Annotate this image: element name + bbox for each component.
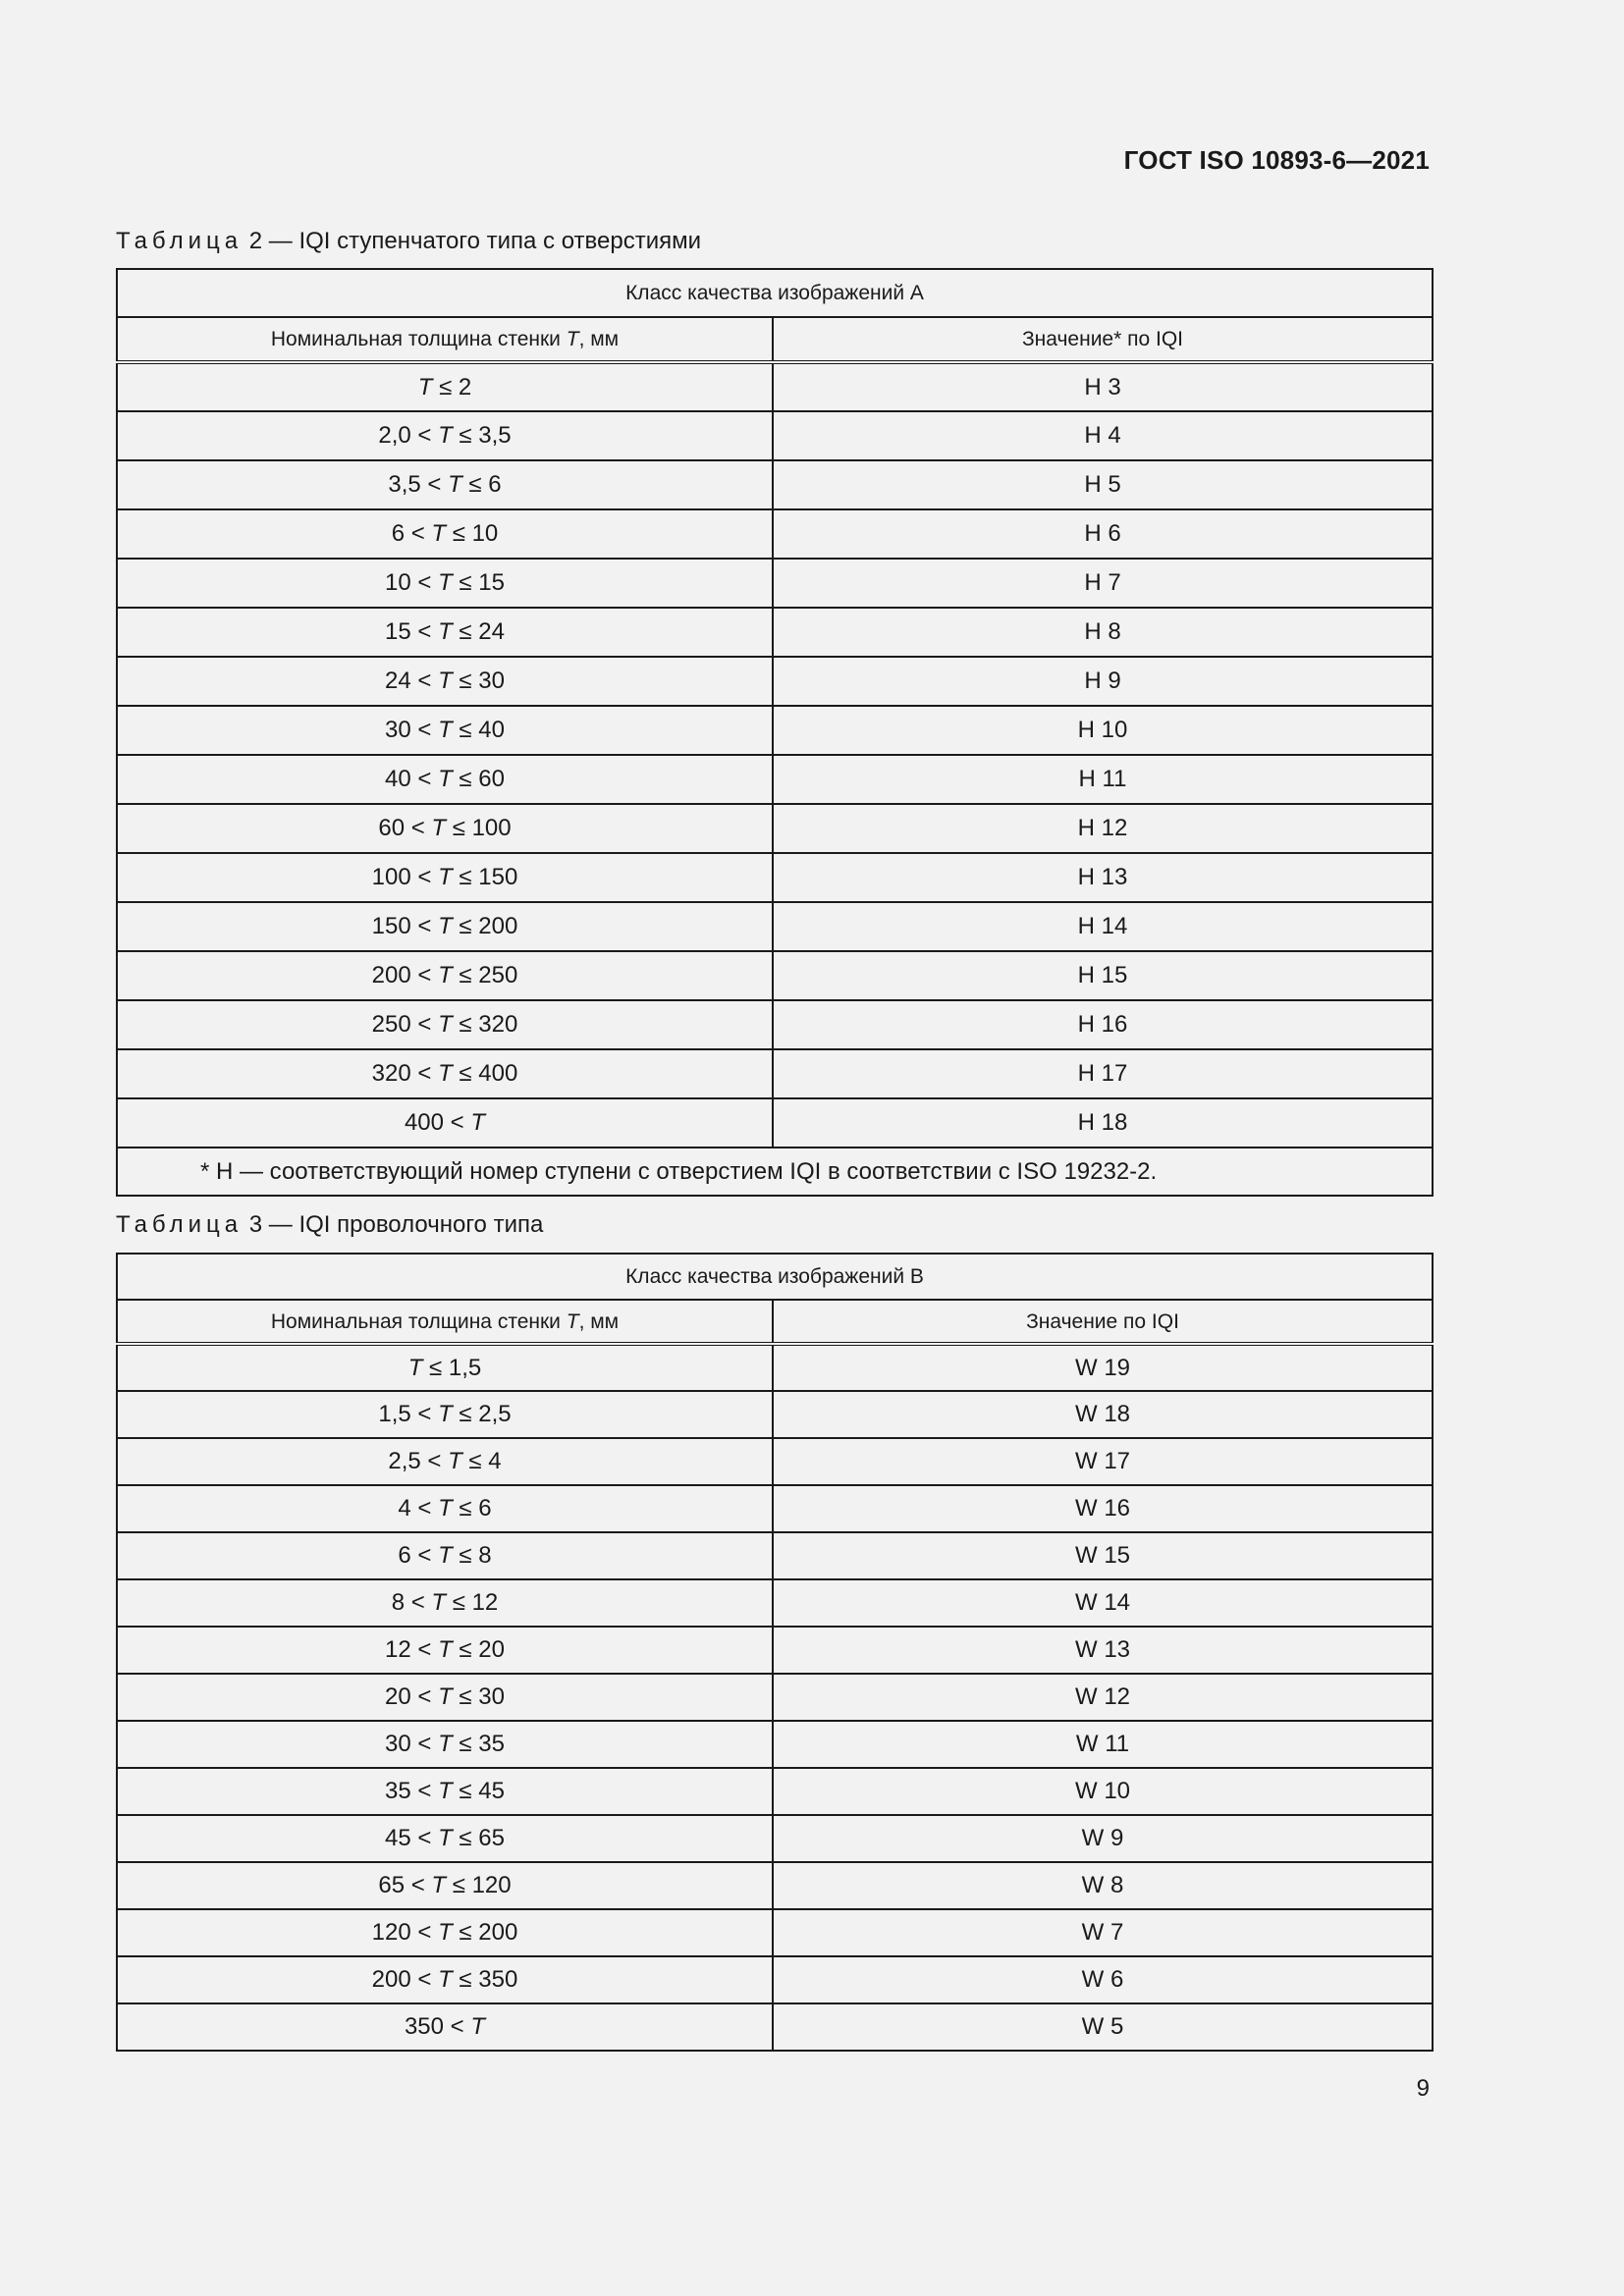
range-post: ≤ 60 <box>452 766 505 792</box>
range-post: ≤ 250 <box>452 962 518 988</box>
thickness-cell <box>117 2003 773 2051</box>
range-var: T <box>438 1825 453 1851</box>
range-pre: 200 < <box>371 962 439 988</box>
table-row <box>117 1721 1433 1768</box>
range-post: ≤ 24 <box>452 618 505 645</box>
range-post: ≤ 150 <box>452 864 518 890</box>
range-var: T <box>438 618 453 645</box>
thickness-cell <box>117 1956 773 2003</box>
range-pre: 350 < <box>404 2013 471 2040</box>
iqi-value-cell: H 9 <box>773 657 1433 706</box>
iqi-value-cell: H 10 <box>773 706 1433 755</box>
table2-caption <box>116 228 701 255</box>
iqi-value-cell: W 11 <box>773 1721 1433 1768</box>
iqi-value-cell: W 9 <box>773 1815 1433 1862</box>
iqi-value-cell: H 4 <box>773 411 1433 460</box>
thickness-cell <box>117 362 773 411</box>
range-pre: 100 < <box>371 864 439 890</box>
range-var: T <box>431 1589 447 1616</box>
range-var: T <box>438 1060 453 1087</box>
thickness-cell <box>117 1344 773 1391</box>
table-row <box>117 1579 1433 1627</box>
iqi-value-cell: H 17 <box>773 1049 1433 1098</box>
thickness-cell <box>117 657 773 706</box>
table-row <box>117 755 1433 804</box>
table-row <box>117 1862 1433 1909</box>
iqi-value-cell: H 6 <box>773 509 1433 559</box>
table2 <box>116 268 1434 1197</box>
thickness-cell <box>117 1438 773 1485</box>
range-post: ≤ 12 <box>446 1589 499 1616</box>
iqi-value-cell: W 10 <box>773 1768 1433 1815</box>
col1-header-post: , мм <box>578 1309 620 1333</box>
table-row <box>117 608 1433 657</box>
range-post: ≤ 320 <box>452 1011 518 1038</box>
col1-header-post: , мм <box>578 328 620 350</box>
range-var: T <box>438 913 453 939</box>
table3-col2-header: Значение по IQI <box>773 1300 1433 1344</box>
table2-class-row <box>117 269 1433 317</box>
table-row <box>117 1438 1433 1485</box>
table2-col2-header: Значение* по IQI <box>773 317 1433 362</box>
table2-caption-label: Таблица <box>116 228 244 254</box>
iqi-value-cell: W 18 <box>773 1391 1433 1438</box>
table3-col1-header <box>117 1300 773 1344</box>
iqi-value-cell: W 13 <box>773 1627 1433 1674</box>
iqi-value-cell: H 12 <box>773 804 1433 853</box>
table-row <box>117 1768 1433 1815</box>
thickness-cell <box>117 1721 773 1768</box>
table-row <box>117 1532 1433 1579</box>
range-post: ≤ 6 <box>461 471 502 498</box>
range-var: T <box>438 667 453 694</box>
table-row <box>117 1674 1433 1721</box>
col1-header-pre: Номинальная толщина стенки <box>270 328 567 350</box>
range-var: T <box>438 1966 453 1993</box>
thickness-cell <box>117 755 773 804</box>
range-var: T <box>438 766 453 792</box>
range-pre: 20 < <box>385 1683 439 1710</box>
thickness-cell <box>117 853 773 902</box>
range-post: ≤ 120 <box>446 1872 512 1898</box>
range-pre: 6 < <box>391 520 432 547</box>
range-pre: 60 < <box>378 815 432 841</box>
range-post: ≤ 35 <box>452 1731 505 1757</box>
range-var: T <box>438 569 453 596</box>
table-row <box>117 1909 1433 1956</box>
range-post: ≤ 30 <box>452 667 505 694</box>
thickness-cell <box>117 951 773 1000</box>
range-post: ≤ 8 <box>452 1542 492 1569</box>
table-row <box>117 1000 1433 1049</box>
table-row <box>117 1485 1433 1532</box>
range-var: T <box>438 1731 453 1757</box>
page-number: 9 <box>1416 2075 1430 2102</box>
table-row <box>117 1815 1433 1862</box>
range-pre: 35 < <box>385 1778 439 1804</box>
table2-class-header: Класс качества изображений A <box>117 269 1433 317</box>
range-pre: 45 < <box>385 1825 439 1851</box>
range-post: ≤ 2 <box>432 373 472 400</box>
range-var: T <box>438 962 453 988</box>
range-post: ≤ 15 <box>452 569 505 596</box>
range-pre: 2,0 < <box>378 422 439 449</box>
iqi-value-cell: H 14 <box>773 902 1433 951</box>
range-var: T <box>438 864 453 890</box>
iqi-value-cell: W 5 <box>773 2003 1433 2051</box>
thickness-cell <box>117 1815 773 1862</box>
range-pre: 40 < <box>385 766 439 792</box>
range-var: T <box>438 1683 453 1710</box>
range-pre: 15 < <box>385 618 439 645</box>
iqi-value-cell: H 8 <box>773 608 1433 657</box>
col1-header-pre: Номинальная толщина стенки <box>270 1309 567 1333</box>
range-post: ≤ 1,5 <box>422 1354 482 1381</box>
iqi-value-cell: H 7 <box>773 559 1433 608</box>
table2-footnote: * H — соответствующий номер ступени с отверстием IQI в соответствии с ISO 19232-2. <box>117 1148 1433 1196</box>
table-row <box>117 706 1433 755</box>
table-row <box>117 1344 1433 1391</box>
table-row <box>117 902 1433 951</box>
range-pre: 65 < <box>378 1872 432 1898</box>
table-row <box>117 1627 1433 1674</box>
thickness-cell <box>117 509 773 559</box>
range-post: ≤ 65 <box>452 1825 505 1851</box>
range-post: ≤ 45 <box>452 1778 505 1804</box>
table2-caption-text: 2 — IQI ступенчатого типа с отверстиями <box>248 228 701 254</box>
range-pre: 2,5 < <box>388 1448 449 1474</box>
iqi-value-cell: H 15 <box>773 951 1433 1000</box>
range-post: ≤ 6 <box>452 1495 492 1522</box>
range-var: T <box>431 520 447 547</box>
range-pre: 4 < <box>398 1495 439 1522</box>
table3-caption-label: Таблица <box>116 1211 244 1238</box>
iqi-value-cell: W 16 <box>773 1485 1433 1532</box>
range-var: T <box>407 1354 423 1381</box>
table-row <box>117 1049 1433 1098</box>
range-post: ≤ 20 <box>452 1636 505 1663</box>
table-row <box>117 1956 1433 2003</box>
range-post: ≤ 30 <box>452 1683 505 1710</box>
thickness-cell <box>117 902 773 951</box>
range-post: ≤ 10 <box>446 520 499 547</box>
thickness-cell <box>117 1579 773 1627</box>
table-row <box>117 657 1433 706</box>
range-pre: 12 < <box>385 1636 439 1663</box>
thickness-cell <box>117 1674 773 1721</box>
range-pre: 250 < <box>371 1011 439 1038</box>
iqi-value-cell: H 3 <box>773 362 1433 411</box>
table-row <box>117 362 1433 411</box>
iqi-value-cell: W 19 <box>773 1344 1433 1391</box>
range-pre: 120 < <box>371 1919 439 1946</box>
range-var: T <box>431 815 447 841</box>
range-pre: 30 < <box>385 1731 439 1757</box>
thickness-cell <box>117 1049 773 1098</box>
table3-class-row <box>117 1254 1433 1300</box>
table3 <box>116 1253 1434 2052</box>
iqi-value-cell: W 14 <box>773 1579 1433 1627</box>
range-var: T <box>438 1919 453 1946</box>
range-var: T <box>438 1495 453 1522</box>
thickness-cell <box>117 1627 773 1674</box>
range-pre: 24 < <box>385 667 439 694</box>
range-pre: 150 < <box>371 913 439 939</box>
range-pre: 6 < <box>398 1542 439 1569</box>
thickness-cell <box>117 1532 773 1579</box>
range-post: ≤ 200 <box>452 1919 518 1946</box>
range-var: T <box>438 717 453 743</box>
table-row <box>117 853 1433 902</box>
table3-caption-text: 3 — IQI проволочного типа <box>248 1211 544 1238</box>
table2-header-row <box>117 317 1433 362</box>
thickness-cell <box>117 1098 773 1148</box>
range-pre: 10 < <box>385 569 439 596</box>
iqi-value-cell: W 17 <box>773 1438 1433 1485</box>
range-var: T <box>448 471 462 498</box>
iqi-value-cell: W 6 <box>773 1956 1433 2003</box>
range-pre: 400 < <box>404 1109 471 1136</box>
col1-header-var: T <box>566 1309 579 1333</box>
table2-col1-header <box>117 317 773 362</box>
range-pre: 1,5 < <box>378 1401 439 1427</box>
range-post: ≤ 2,5 <box>452 1401 512 1427</box>
thickness-cell <box>117 559 773 608</box>
table-row <box>117 411 1433 460</box>
table-row <box>117 559 1433 608</box>
range-post: ≤ 3,5 <box>452 422 512 449</box>
range-var: T <box>417 373 433 400</box>
range-var: T <box>438 1778 453 1804</box>
iqi-value-cell: W 15 <box>773 1532 1433 1579</box>
iqi-value-cell: W 7 <box>773 1909 1433 1956</box>
range-var: T <box>431 1872 447 1898</box>
thickness-cell <box>117 1862 773 1909</box>
thickness-cell <box>117 460 773 509</box>
iqi-value-cell: H 11 <box>773 755 1433 804</box>
iqi-value-cell: W 8 <box>773 1862 1433 1909</box>
document-code: ГОСТ ISO 10893-6—2021 <box>1123 145 1430 175</box>
range-post: ≤ 400 <box>452 1060 518 1087</box>
thickness-cell <box>117 1391 773 1438</box>
table-row <box>117 509 1433 559</box>
range-pre: 8 < <box>391 1589 432 1616</box>
range-var: T <box>448 1448 462 1474</box>
iqi-value-cell: H 18 <box>773 1098 1433 1148</box>
range-var: T <box>438 1542 453 1569</box>
thickness-cell <box>117 608 773 657</box>
table2-footnote-row <box>117 1148 1433 1196</box>
iqi-value-cell: H 5 <box>773 460 1433 509</box>
range-var: T <box>438 1636 453 1663</box>
thickness-cell <box>117 1768 773 1815</box>
thickness-cell <box>117 1909 773 1956</box>
range-pre: 30 < <box>385 717 439 743</box>
iqi-value-cell: H 16 <box>773 1000 1433 1049</box>
range-pre: 3,5 < <box>388 471 449 498</box>
range-var: T <box>438 1401 453 1427</box>
range-post: ≤ 40 <box>452 717 505 743</box>
range-pre: 200 < <box>371 1966 439 1993</box>
table-row <box>117 951 1433 1000</box>
range-post: ≤ 4 <box>461 1448 502 1474</box>
range-var: T <box>438 422 453 449</box>
col1-header-var: T <box>566 328 579 350</box>
table3-caption <box>116 1211 543 1239</box>
table3-header-row <box>117 1300 1433 1344</box>
table-row <box>117 460 1433 509</box>
table-row <box>117 1391 1433 1438</box>
range-var: T <box>438 1011 453 1038</box>
range-post: ≤ 200 <box>452 913 518 939</box>
thickness-cell <box>117 1000 773 1049</box>
range-var: T <box>470 1109 486 1136</box>
thickness-cell <box>117 706 773 755</box>
range-var: T <box>470 2013 486 2040</box>
table-row <box>117 804 1433 853</box>
range-post: ≤ 350 <box>452 1966 518 1993</box>
thickness-cell <box>117 804 773 853</box>
range-post: ≤ 100 <box>446 815 512 841</box>
iqi-value-cell: H 13 <box>773 853 1433 902</box>
range-pre: 320 < <box>371 1060 439 1087</box>
table3-class-header: Класс качества изображений B <box>117 1254 1433 1300</box>
thickness-cell <box>117 1485 773 1532</box>
table-row <box>117 1098 1433 1148</box>
thickness-cell <box>117 411 773 460</box>
iqi-value-cell: W 12 <box>773 1674 1433 1721</box>
table-row <box>117 2003 1433 2051</box>
